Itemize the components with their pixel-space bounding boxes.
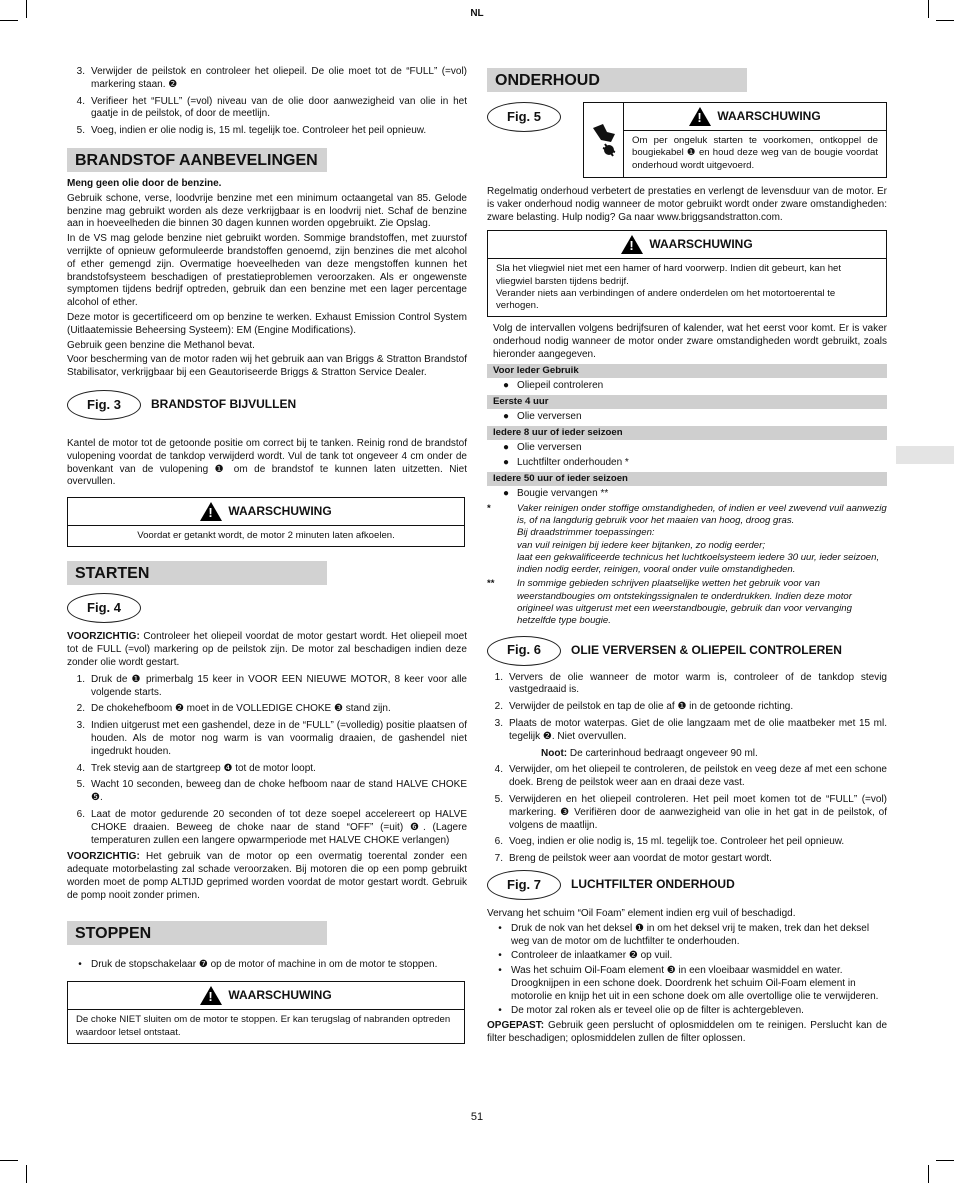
page-number: 51: [470, 1111, 484, 1123]
maintenance-schedule: [487, 364, 887, 501]
list-item: 3. Plaats de motor waterpas. Giet de olie langzaam met de olie maatbeker met 15 ml. tegelijk ❷. Niet overvullen.: [494, 717, 887, 742]
list-item: 4. Verwijder, om het oliepeil te controleren, de peilstok en veeg deze af met een schone doek. Breng de peilstok weer aan en draai deze vast.: [494, 764, 887, 789]
spark-plug-warning-icon: [583, 102, 623, 178]
language-tab: [896, 446, 954, 464]
language-code: NL: [470, 8, 484, 19]
figure-label: Fig. 4: [67, 593, 141, 623]
figure-label: Fig. 7: [487, 870, 561, 900]
maintenance-intro: Regelmatig onderhoud verbetert de prestaties en verlengt de levensduur van de motor. Er is vaker onderhoud nodig wanneer de motor gebruikt wordt onder zware omstandigheden: zware belasting. Hulp nodig? Ga naar www.briggsandstratton.com.: [487, 186, 887, 223]
figure-label: Fig. 3: [67, 390, 141, 420]
schedule-intro: Volg de intervallen volgens bedrijfsuren of kalender, wat het eerst voor komt. Er is vaker onderhoud nodig wanneer de motor onder zware omstandigheden wordt gebruikt, zoals hieronder aangegeven.: [493, 323, 887, 361]
fuel-paragraph: Voor bescherming van de motor raden wij het gebruik aan van Briggs & Stratton Brandstof Stabilisator, verkrijgbaar bij een Geautoriseerde Briggs & Stratton Service Dealer.: [67, 354, 467, 379]
list-item: 3. Verwijder de peilstok en controleer het oliepeil. De olie moet tot de “FULL” (=vol) markering staan. ❷: [76, 66, 467, 90]
left-column: [67, 66, 467, 1044]
list-item: 2. De chokehefboom ❷ moet in de VOLLEDIGE CHOKE ❸ stand zijn.: [76, 703, 391, 715]
schedule-band: Iedere 50 uur of ieder seizoen: [487, 472, 887, 486]
list-item: ● Luchtfilter onderhouden *: [503, 457, 629, 469]
figure-label: Fig. 6: [487, 636, 561, 666]
list-item: 1. Druk de ❶ primerbalg 15 keer in VOOR EEN NIEUWE MOTOR, 8 keer voor alle volgende starts.: [76, 673, 467, 698]
crop-mark: [928, 1165, 929, 1183]
air-filter-list: [487, 923, 887, 1019]
footnote: * Vaker reinigen onder stoffige omstandigheden, of indien er veel zwevend vuil aanwezig is, of na langdurig gebruik voor het maaien van hoog, droog gras. Bij draadstrimmer toepassingen: van vuil reinigen bij iedere keer bijtanken, zo nodig eerder; laat een gekwalificeerde technicus het luchtkoelsysteem iedere 30 uur, ieder seizoen, indien nodig eerder, reinigen, vooral onder vuile omstandigheden.: [487, 502, 887, 576]
figure-label: Fig. 5: [487, 102, 561, 132]
right-column: [487, 68, 887, 1048]
warning-text: Verander niets aan verbindingen of andere onderdelen om het motortoerental te verhogen.: [496, 287, 836, 312]
list-item: • Druk de nok van het deksel ❶ in om het deksel vrij te maken, trek dan het deksel weg van de motor om de luchtfilter te onderhouden.: [495, 923, 887, 949]
section-heading: STARTEN: [67, 561, 327, 585]
fig5-block: [487, 102, 887, 178]
list-item: • De motor zal roken als er teveel olie op de filter is achtergebleven.: [495, 1005, 887, 1018]
fig3-heading: [67, 390, 467, 420]
section-heading: BRANDSTOF AANBEVELINGEN: [67, 148, 327, 172]
fuel-paragraph: In de VS mag gelode benzine niet gebruikt worden. Sommige brandstoffen, met zuurstof verrijkte of opnieuw geformuleerde brandstoffen genoemd, zijn benzines die met alcohol of ether gemengd zijn. Overmatige hoeveelheden van deze mengstoffen kunnen het brandstofsysteem beschadigen of prestatieproblemen veroorzaken. Als er ongewenste symptomen tijdens bedrijf optreden, gebruik dan een benzine met een lager percentage alcohol of ether.: [67, 233, 467, 309]
list-item: • Druk de stopschakelaar ❼ op de motor of machine in om de motor te stoppen.: [75, 959, 467, 972]
stop-list: [67, 959, 467, 972]
list-item: 5. Verwijderen en het oliepeil controleren. Het peil moet komen tot de “FULL” (=vol) markering. ❸ Verifiëren door de aanwezigheid van olie in het gat in de peilstok, of volgens de maatlijn.: [494, 793, 887, 831]
list-item: 1. Ververs de olie wanneer de motor warm is, controleer of de tankdop stevig vastgedraaid is.: [494, 671, 887, 696]
warning-text: Om per ongeluk starten te voorkomen, ontkoppel de bougiekabel ❶ en houd deze weg van de bougie voordat onderhoud wordt uitgevoerd.: [632, 135, 878, 171]
warning-icon: [200, 502, 222, 521]
list-item: 5. Wacht 10 seconden, beweeg dan de choke hefboom naar de stand HALVE CHOKE ❺.: [76, 779, 467, 804]
warning-icon: [621, 235, 643, 254]
subsection-title: BRANDSTOF BIJVULLEN: [151, 397, 297, 412]
footnote: ** In sommige gebieden schrijven plaatselijke wetten het gebruik voor van weerstandbougies om ontstekingssignalen te onderdrukken. Indien deze motor origineel was uitgerust met een weerstandbougie, gebruik dan voor vervanging hetzelfde type bougie.: [487, 578, 852, 627]
list-item: 3. Indien uitgerust met een gashendel, deze in de “FULL” (=volledig) positie plaatsen of houden. Als de motor nog warm is van voormalig draaien, de gashendel niet ingedrukt houden.: [76, 720, 467, 757]
crop-mark: [0, 1160, 18, 1161]
warning-text: De choke NIET sluiten om de motor te stoppen. Er kan terugslag of nabranden optreden waardoor letsel ontstaat.: [76, 1014, 451, 1038]
oil-change-steps: [487, 764, 887, 866]
list-item: ● Olie verversen: [503, 442, 582, 454]
list-item: ● Oliepeil controleren: [503, 380, 604, 392]
warning-box: ! WAARSCHUWING Sla het vliegwiel niet met een hamer of hard voorwerp. Indien dit gebeurt, kan het vliegwiel barsten tijdens bedrijf. Verander niets aan verbindingen of andere onderdelen om het motortoerental te verhogen.: [487, 230, 887, 317]
subsection-title: LUCHTFILTER ONDERHOUD: [571, 877, 735, 892]
list-item: 4. Trek stevig aan de startgreep ❹ tot de motor loopt.: [76, 762, 316, 774]
start-steps: [67, 674, 467, 848]
fig6-heading: [487, 636, 887, 666]
warning-box: ! WAARSCHUWING Om per ongeluk starten te voorkomen, ontkoppel de bougiekabel ❶ en houd deze weg van de bougie voordat onderhoud wordt uitgevoerd.: [623, 102, 887, 178]
refill-paragraph: Kantel de motor tot de getoonde positie om correct bij te tanken. Reinig rond de brandstof vulopening voordat de tankdop verwijderd wordt. Vul de tank tot ongeveer 4 cm onder de bovenkant van de vulopening ❶ om de brandstof te kunnen laten uitzetten. Niet overvullen.: [67, 437, 467, 488]
warning-text: Sla het vliegwiel niet met een hamer of hard voorwerp. Indien dit gebeurt, kan het vliegwiel barsten tijdens bedrijf.: [496, 263, 842, 287]
fuel-paragraph: Gebruik schone, verse, loodvrije benzine met een minimum octaangetal van 85. Gelode benzine mag gebruikt worden als deze verkrijgbaar is en loodvrij niet. Schaf de benzine aan in hoeveelheden die binnen 30 dagen kunnen worden opgebruikt. Zie Opslag.: [67, 192, 467, 230]
list-item: • Was het schuim Oil-Foam element ❸ in een vloeibaar wasmiddel en water. Droogknijpen in een schone doek. Doordrenk het schuim Oil-Foam element in motorolie en knijp het uit in een schone doek om alle overtollige olie te verwijderen.: [495, 965, 887, 1003]
warning-icon: [200, 986, 222, 1005]
schedule-band: Eerste 4 uur: [487, 395, 887, 409]
warning-box: ! WAARSCHUWING De choke NIET sluiten om de motor te stoppen. Er kan terugslag of nabranden optreden waardoor letsel ontstaat.: [67, 981, 465, 1044]
fig7-heading: [487, 870, 887, 900]
list-item: 2. Verwijder de peilstok en tap de olie af ❶ in de getoonde richting.: [494, 701, 794, 713]
crop-mark: [26, 1165, 27, 1183]
section-heading: ONDERHOUD: [487, 68, 747, 92]
caution-paragraph: VOORZICHTIG: Controleer het oliepeil voordat de motor gestart wordt. Het oliepeil moet tot de FULL (=vol) markering op de peilstok zijn. De motor zal beschadigen indien deze zonder olie wordt gestart.: [67, 631, 468, 668]
caution-paragraph: VOORZICHTIG: Het gebruik van de motor op een overmatig toerental zonder een adequate motorbelasting zal schade veroorzaken. Bij motoren die op een pomp gebruikt worden moet de pomp ALTIJD geprimed worden voordat de motor gestart wordt. Gebruik de pomp nooit zonder primen.: [67, 851, 468, 901]
fuel-paragraph: Deze motor is gecertificeerd om op benzine te werken. Exhaust Emission Control System (Uitlaatemissie Beheersing Systeem): EM (Engine Modifications).: [67, 311, 467, 336]
section-heading: STOPPEN: [67, 921, 327, 945]
air-filter-intro: Vervang het schuim “Oil Foam” element indien erg vuil of beschadigd.: [487, 907, 796, 919]
list-item: 6. Voeg, indien er olie nodig is, 15 ml. tegelijk toe. Controleer het peil opnieuw.: [494, 836, 845, 848]
schedule-band: Iedere 8 uur of ieder seizoen: [487, 426, 887, 440]
crop-mark: [936, 1160, 954, 1161]
subsection-title: OLIE VERVERSEN & OLIEPEIL CONTROLEREN: [571, 642, 842, 657]
list-item: 4. Verifieer het “FULL” (=vol) niveau van de olie door aanwezigheid van olie in het gaatje in de peilstok, of door de meetlijn.: [76, 95, 467, 120]
list-item: ● Olie verversen: [503, 411, 582, 423]
warning-text: Voordat er getankt wordt, de motor 2 minuten laten afkoelen.: [137, 530, 395, 542]
list-item: ● Bougie vervangen **: [503, 488, 609, 500]
oil-change-steps: [487, 672, 887, 744]
caution-paragraph: OPGEPAST: Gebruik geen perslucht of oplosmiddelen om te reinigen. Perslucht kan de filter beschadigen; oplosmiddelen zullen de filter oplossen.: [487, 1020, 887, 1045]
list-item: 7. Breng de peilstok weer aan voordat de motor gestart wordt.: [494, 853, 772, 865]
schedule-band: Voor Ieder Gebruik: [487, 364, 887, 378]
warning-box: ! WAARSCHUWING Voordat er getankt wordt, de motor 2 minuten laten afkoelen.: [67, 497, 465, 547]
warning-icon: [689, 107, 711, 126]
capacity-note: Noot: De carterinhoud bedraagt ongeveer 90 ml.: [541, 747, 758, 759]
list-item: 5. Voeg, indien er olie nodig is, 15 ml. tegelijk toe. Controleer het peil opnieuw.: [76, 125, 427, 137]
list-item: 6. Laat de motor gedurende 20 seconden of tot deze soepel accelereert op HALVE CHOKE draaien. Beweeg de choke naar de stand “OFF” (=uit) ❻. (Lagere temperaturen zullen een langere opwarmperiode met HALVE CHOKE verlangen): [76, 808, 467, 846]
fuel-paragraph: Gebruik geen benzine die Methanol bevat.: [67, 339, 255, 351]
oil-check-steps: [67, 66, 467, 138]
list-item: • Controleer de inlaatkamer ❷ op vuil.: [495, 950, 887, 963]
fuel-lead: Meng geen olie door de benzine.: [67, 177, 222, 189]
